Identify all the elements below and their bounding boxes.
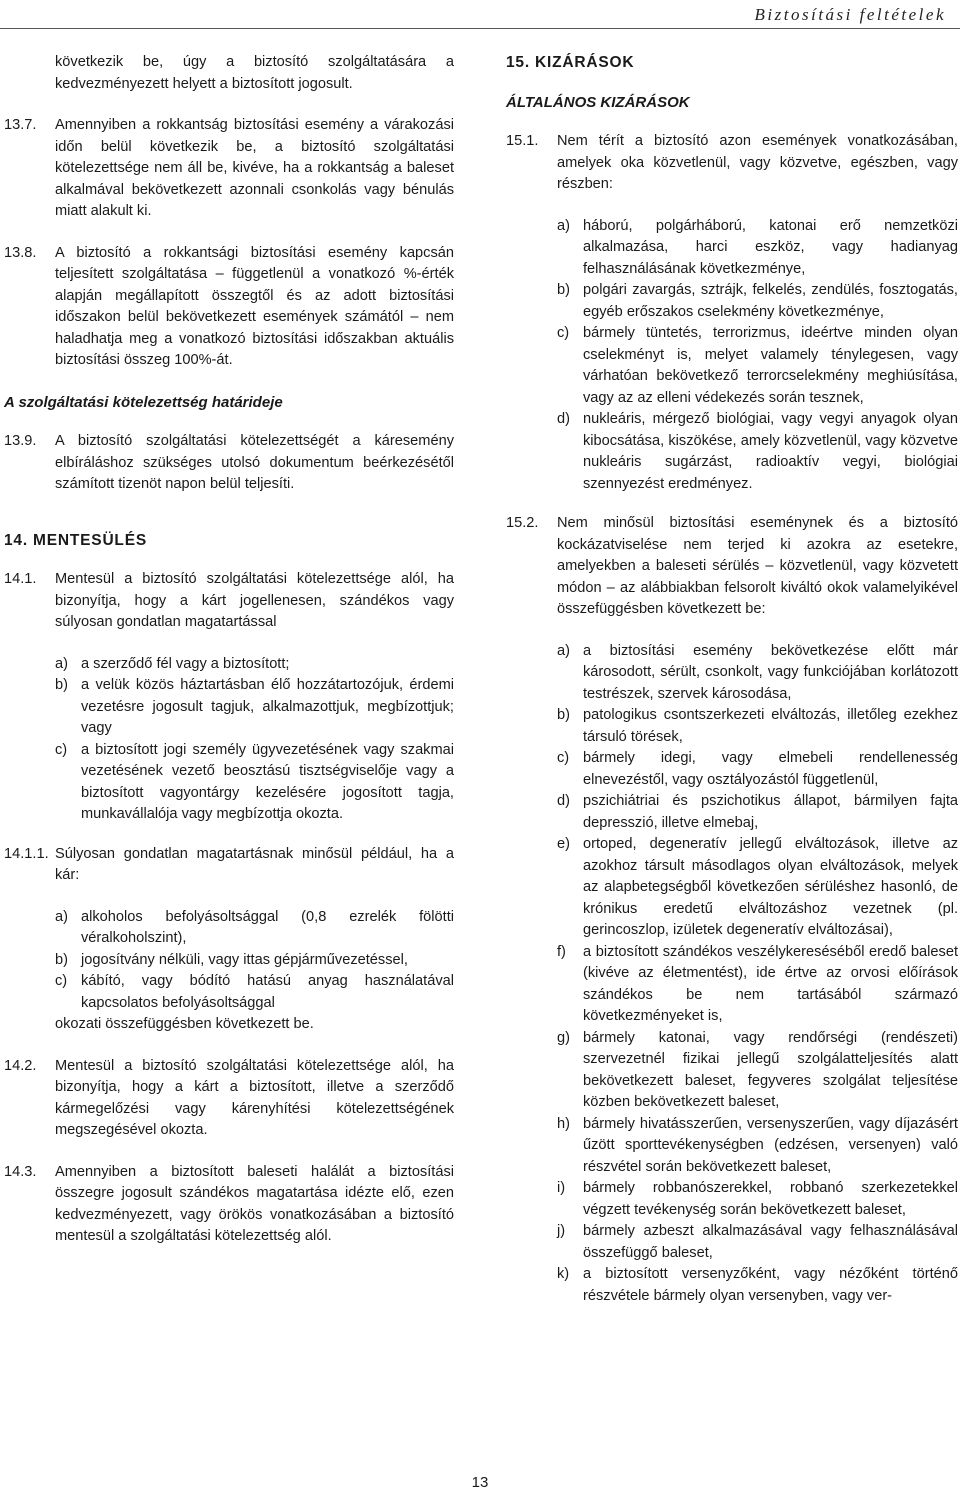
subheading-general-exclusions: ÁLTALÁNOS KIZÁRÁSOK <box>506 93 690 111</box>
list-item <box>557 748 958 791</box>
section-number: 14.1.1. <box>4 845 49 862</box>
section-text: A biztosító a rokkantsági biztosítási esemény kapcsán teljesített szolgáltatása – függetlenül a vonatkozó %-érték alapján megállapított összegtől és az adott biztosítási időszakon belül bekövetkezett események számától – nem haladhatja meg a vonatkozó biztosítási időszakban aktuális biztosítási összeg 100%-át. <box>55 244 454 368</box>
section-number: 14.3. <box>4 1163 37 1180</box>
item-text: jogosítvány nélküli, vagy ittas gépjárművezetéssel, <box>81 951 408 968</box>
item-label: a) <box>55 655 68 672</box>
item-label: d) <box>557 793 570 809</box>
item-label: a) <box>557 217 570 234</box>
item-label: a) <box>55 908 68 925</box>
list-item <box>55 950 454 972</box>
list-15-2 <box>506 641 958 1308</box>
list-item <box>557 216 958 281</box>
item-label: b) <box>55 677 68 693</box>
item-label: d) <box>557 411 570 427</box>
section-number: 13.7. <box>4 117 37 133</box>
left-column <box>4 52 454 1268</box>
item-text: ortoped, degeneratív jellegű elváltozások, illetve az azokhoz társult másodlagos olyan elváltozások, melyek az alapbetegségből következően sérüléshez hasonló, de krónikus eredetű elváltozáshoz vezetnek (pl. gerincoszlop, izületek degeneratív elváltozásai), <box>583 836 958 938</box>
item-text: háború, polgárháború, katonai erő nemzetközi alkalmazása, harci eszköz, vagy hadianyag felhasználásának következménye, <box>583 217 958 277</box>
header-title: Biztosítási feltételek <box>754 5 946 24</box>
list-item <box>557 280 958 323</box>
section-14-3 <box>4 1162 454 1248</box>
item-text: a biztosított szándékos veszélykereséséből eredő baleset (kivéve az életmentést), ide értve az orvosi előírások szándékos be nem tartásából származó következményeket is, <box>583 943 958 1024</box>
section-14-2 <box>4 1056 454 1142</box>
item-text: a biztosított jogi személy ügyvezetésének vagy szakmai vezetésének vezető beosztású tisztségviselője vagy a biztosított vagyontárgy kezelésére jogosított tagja, munkavállalója vagy megbízottja okozta. <box>81 741 454 822</box>
item-label: b) <box>557 707 570 723</box>
item-text: bármely azbeszt alkalmazásával vagy felhasználásával összefüggő baleset, <box>583 1223 958 1261</box>
item-text: bármely hivatásszerűen, versenyszerűen, vagy díjazásért űzött sporttevékenységben (edzésen, versenyen) való részvétel során bekövetkezett baleset, <box>583 1115 958 1175</box>
section-number: 15.2. <box>506 515 539 531</box>
section-text: Amennyiben a biztosított baleseti halálát a biztosítási összegre jogosult szándékos magatartása idézte elő, ezen kedvezményezett, vagy örökös vonatkozásában a biztosító mentesül a szolgáltatási kötelezettség alól. <box>55 1163 454 1244</box>
item-text: bármely tüntetés, terrorizmus, ideértve minden olyan cselekményt is, melyet valamely ténylegesen, vagy várhatóan bekövetkező terrorcselekmény meghiúsítása, vagy az az elleni védekezés során tesznek, <box>583 325 958 406</box>
list-item <box>557 1028 958 1114</box>
item-label: i) <box>557 1180 566 1196</box>
item-text: patologikus csontszerkezeti elváltozás, illetőleg ezekhez társuló törések, <box>583 707 958 745</box>
item-label: f) <box>557 943 566 960</box>
item-text: bármely katonai, vagy rendőrségi (rendészeti) szervezetnél fizikai jellegű szolgálatteljesítés alatt bekövetkezett baleset, fegyveres szolgálat teljesítése közben bekövetkezett baleset, <box>583 1029 958 1110</box>
list-item <box>557 1178 958 1221</box>
item-text: a szerződő fél vagy a biztosított; <box>81 655 290 672</box>
section-15-1 <box>506 131 958 196</box>
continued-paragraph: következik be, úgy a biztosító szolgáltatására a kedvezményezett helyett a biztosított jogosult. <box>55 54 454 92</box>
item-label: c) <box>557 325 570 341</box>
item-text: alkoholos befolyásoltsággal (0,8 ezrelék fölötti véralkoholszint), <box>81 908 454 946</box>
list-item <box>55 740 454 826</box>
chapter-heading-14: 14. MENTESÜLÉS <box>4 531 147 549</box>
section-14-1 <box>4 569 454 634</box>
section-13-8 <box>4 243 454 372</box>
section-text: Nem minősül biztosítási eseménynek és a biztosító kockázatviselése nem terjed ki azokra az esetekre, amelyekben a baleseti sérülés – közvetlenül, vagy közvetett módon – az alábbiakban felsorolt kiváltó okok valamelyikével összefüggésben következett be: <box>557 515 958 617</box>
subheading-deadline: A szolgáltatási kötelezettség határideje <box>4 393 283 411</box>
item-text: a biztosított versenyzőként, vagy nézőként történő részvétele bármely olyan versenyben, vagy ver- <box>583 1266 958 1304</box>
section-text: Mentesül a biztosító szolgáltatási kötelezettsége alól, ha bizonyítja, hogy a kárt jogellenesen, szándékos vagy súlyosan gondatlan magatartással <box>55 571 454 630</box>
list-closing-text: okozati összefüggésben következett be. <box>55 1016 314 1032</box>
list-14-1-1 <box>4 907 454 1015</box>
list-item <box>557 409 958 495</box>
chapter-heading-15: 15. KIZÁRÁSOK <box>506 54 635 71</box>
item-label: b) <box>55 951 68 968</box>
section-13-7 <box>4 115 454 223</box>
list-item <box>557 705 958 748</box>
item-label: a) <box>557 642 570 659</box>
section-number: 15.1. <box>506 133 539 149</box>
section-13-9 <box>4 431 454 496</box>
item-label: c) <box>55 741 68 758</box>
list-item <box>557 1114 958 1179</box>
item-text: kábító, vagy bódító hatású anyag használatával kapcsolatos befolyásoltsággal <box>81 973 454 1011</box>
item-text: bármely idegi, vagy elmebeli rendellenesség elnevezéstől, vagy osztályozástól függetlenül, <box>583 750 958 788</box>
list-item <box>55 654 454 676</box>
header-divider <box>0 28 960 29</box>
list-item <box>557 1264 958 1307</box>
item-text: pszichiátriai és pszichotikus állapot, bármilyen fajta depresszió, illetve elmebaj, <box>583 793 958 831</box>
item-label: h) <box>557 1115 570 1132</box>
section-number: 14.1. <box>4 571 37 587</box>
item-label: k) <box>557 1266 570 1282</box>
section-15-2 <box>506 513 958 621</box>
section-text: Amennyiben a rokkantság biztosítási esemény a várakozási időn belül következik be, a biztosító szolgáltatási kötelezettsége nem áll be, kivéve, ha a rokkantság a baleset alkalmával bekövetkezett azonnali csonkolás vagy bénulás miatt alakult ki. <box>55 117 454 219</box>
list-item <box>55 907 454 950</box>
list-item <box>55 971 454 1014</box>
page-header <box>0 0 960 30</box>
item-text: a velük közös háztartásban élő hozzátartozójuk, érdemi vezetésre jogosult tagjuk, alkalmazottjuk, megbízottjuk; vagy <box>81 677 454 736</box>
item-text: polgári zavargás, sztrájk, felkelés, zendülés, fosztogatás, egyéb erőszakos cselekmény következménye, <box>583 282 958 320</box>
section-text: Súlyosan gondatlan magatartásnak minősül például, ha a kár: <box>55 845 454 883</box>
section-text: A biztosító szolgáltatási kötelezettségét a káresemény elbíráláshoz szükséges utolsó dokumentum beérkezésétől számított tizenöt napon belül teljesíti. <box>55 433 454 492</box>
list-15-1 <box>506 216 958 496</box>
list-item <box>557 791 958 834</box>
item-label: e) <box>557 836 570 852</box>
list-item <box>557 323 958 409</box>
page-number: 13 <box>471 1474 489 1491</box>
list-item <box>55 675 454 740</box>
right-column <box>506 52 958 1325</box>
section-number: 13.9. <box>4 433 37 449</box>
list-item <box>557 641 958 706</box>
list-item <box>557 942 958 1028</box>
item-label: g) <box>557 1029 570 1046</box>
list-item <box>557 834 958 942</box>
section-number: 14.2. <box>4 1057 37 1074</box>
section-text: Mentesül a biztosító szolgáltatási kötelezettsége alól, ha bizonyítja, hogy a kárt a biztosított, illetve a szerződő kármegelőzési vagy kárenyhítési kötelezettségének megszegésével okozta. <box>55 1057 454 1138</box>
list-14-1 <box>4 654 454 826</box>
item-text: nukleáris, mérgező biológiai, vagy vegyi anyagok olyan kibocsátása, kiszökése, amely közvetlenül, vagy közvetve nukleáris sugárzást, radioaktív vegyi, biológiai szennyezést eredményez. <box>583 411 958 492</box>
section-14-1-1 <box>4 844 454 887</box>
item-label: j) <box>557 1223 566 1239</box>
list-item <box>557 1221 958 1264</box>
section-number: 13.8. <box>4 244 37 261</box>
item-label: c) <box>557 750 570 766</box>
item-text: a biztosítási esemény bekövetkezése előtt már károsodott, sérült, csonkolt, vagy funkciójában korlátozott testrészek, szervek károsodása, <box>583 642 958 702</box>
section-text: Nem térít a biztosító azon események vonatkozásában, amelyek oka közvetlenül, vagy közvetve, egészben, vagy részben: <box>557 133 958 192</box>
item-label: b) <box>557 282 570 298</box>
item-label: c) <box>55 973 68 989</box>
item-text: bármely robbanószerekkel, robbanó szerkezetekkel végzett tevékenység során bekövetkezett baleset, <box>583 1180 958 1218</box>
